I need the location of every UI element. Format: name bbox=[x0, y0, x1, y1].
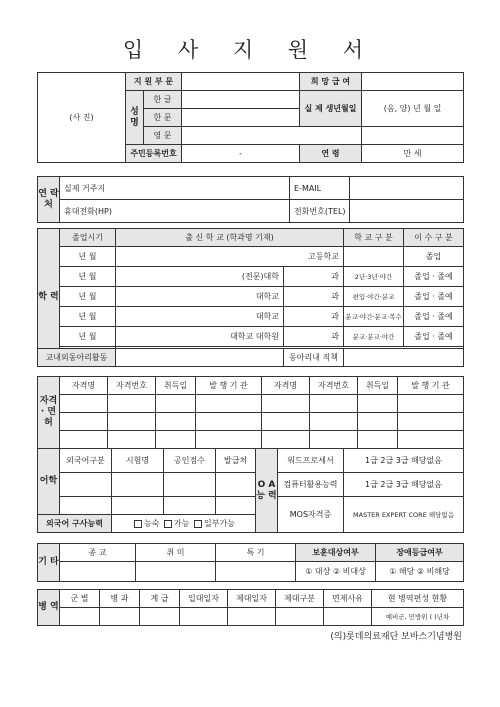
oa-side-label: O A 능 력 bbox=[256, 449, 278, 533]
oa-levels[interactable]: 1급 2급 3급 해당없음 bbox=[344, 449, 464, 473]
mil-cell[interactable] bbox=[276, 608, 324, 626]
phone-label: 전화번호(TEL) bbox=[290, 200, 350, 223]
speak-opt: 능숙 bbox=[144, 519, 160, 528]
etc-header: 취 미 bbox=[136, 544, 216, 562]
lang-cell[interactable] bbox=[164, 473, 216, 497]
etc-header: 장애등급여부 bbox=[376, 544, 464, 562]
cert-cell[interactable] bbox=[156, 413, 196, 431]
edu-date[interactable]: 년 월 bbox=[60, 267, 116, 287]
edu-status[interactable]: 졸업 · 졸예 bbox=[404, 307, 464, 327]
edu-dept[interactable]: 과 bbox=[284, 307, 344, 327]
edu-status[interactable]: 졸업 · 졸예 bbox=[404, 267, 464, 287]
mobile-field[interactable]: 휴대전화(HP) bbox=[60, 200, 290, 223]
edu-date[interactable]: 년 월 bbox=[60, 307, 116, 327]
applied-dept-label: 지 원 부 문 bbox=[126, 73, 182, 91]
military-table bbox=[37, 589, 464, 626]
etc-table bbox=[37, 543, 464, 582]
mil-cell[interactable] bbox=[140, 608, 180, 626]
mil-header: 면제사유 bbox=[324, 590, 372, 608]
disability-options[interactable]: ① 해당 ② 비해당 bbox=[376, 562, 464, 582]
edu-type[interactable] bbox=[344, 247, 404, 267]
cert-cell[interactable] bbox=[60, 431, 108, 449]
etc-side-label: 기 타 bbox=[38, 544, 60, 582]
lang-cell[interactable] bbox=[60, 473, 112, 497]
cert-table bbox=[37, 376, 464, 449]
blank-cell bbox=[362, 127, 464, 145]
edu-date[interactable]: 년 월 bbox=[60, 247, 116, 267]
resident-no-label: 주민등록번호 bbox=[126, 145, 182, 163]
lang-header: 외국어구분 bbox=[60, 449, 112, 473]
oa-levels[interactable]: 1급 2급 3급 해당없음 bbox=[344, 473, 464, 497]
club-table bbox=[37, 348, 464, 367]
birth-label: 실 제 생년월일 bbox=[300, 91, 362, 127]
oa-name: 컴퓨터활용능력 bbox=[278, 473, 344, 497]
cert-cell[interactable] bbox=[156, 395, 196, 413]
speaking-options[interactable] bbox=[112, 515, 256, 533]
name-hanja-field[interactable] bbox=[182, 109, 300, 127]
edu-header-status: 이 수 구 분 bbox=[404, 229, 464, 247]
language-table bbox=[37, 448, 464, 533]
edu-type[interactable]: 편입·야간·분교 bbox=[344, 287, 404, 307]
mil-cell[interactable] bbox=[180, 608, 228, 626]
cert-cell[interactable] bbox=[398, 395, 464, 413]
skill-field[interactable] bbox=[216, 562, 296, 582]
phone-field[interactable] bbox=[350, 200, 464, 223]
desired-salary-field[interactable] bbox=[362, 73, 464, 91]
mil-header: 군 별 bbox=[60, 590, 100, 608]
veteran-options[interactable]: ① 대상 ② 비대상 bbox=[296, 562, 376, 582]
checkbox-icon[interactable] bbox=[164, 520, 172, 528]
speak-opt: 가능 bbox=[174, 519, 190, 528]
name-kr-field[interactable] bbox=[182, 91, 300, 109]
cert-cell[interactable] bbox=[196, 413, 262, 431]
club-role-label: 동아리내 직책 bbox=[284, 349, 344, 367]
page-title: 입 사 지 원 서 bbox=[122, 38, 378, 62]
cert-cell[interactable] bbox=[196, 395, 262, 413]
cert-side-label: 자격 · 면허 bbox=[38, 377, 60, 449]
name-en-field[interactable] bbox=[182, 127, 362, 145]
edu-type[interactable]: 2년·3년·야간 bbox=[344, 267, 404, 287]
cert-cell[interactable] bbox=[60, 413, 108, 431]
lang-cell[interactable] bbox=[164, 497, 216, 515]
club-field[interactable] bbox=[116, 349, 284, 367]
lang-cell[interactable] bbox=[216, 473, 256, 497]
mil-header: 입대일자 bbox=[180, 590, 228, 608]
cert-cell[interactable] bbox=[358, 395, 398, 413]
edu-school[interactable]: 대학교 대학원 bbox=[116, 327, 284, 347]
lang-header: 공인점수 bbox=[164, 449, 216, 473]
cert-header: 취득일 bbox=[358, 377, 398, 395]
mil-header: 현 병역편성 현황 bbox=[372, 590, 464, 608]
religion-field[interactable] bbox=[60, 562, 136, 582]
mil-cell[interactable] bbox=[100, 608, 140, 626]
speak-opt: 일부가능 bbox=[204, 519, 235, 528]
cert-cell[interactable] bbox=[156, 431, 196, 449]
cert-cell[interactable] bbox=[60, 395, 108, 413]
checkbox-icon[interactable] bbox=[134, 520, 142, 528]
edu-type[interactable]: 분교·분교·야간 bbox=[344, 327, 404, 347]
oa-name: MOS자격증 bbox=[278, 497, 344, 533]
edu-header-school: 출 신 학 교 (학과명 기재) bbox=[116, 229, 344, 247]
cert-cell[interactable] bbox=[398, 413, 464, 431]
lang-side-label: 어학 bbox=[38, 449, 60, 515]
etc-header: 특 기 bbox=[216, 544, 296, 562]
hobby-field[interactable] bbox=[136, 562, 216, 582]
address-field[interactable]: 실제 거주지 bbox=[60, 177, 290, 200]
education-side-label: 학 력 bbox=[38, 229, 60, 367]
mil-cell[interactable] bbox=[324, 608, 372, 626]
applied-dept-field[interactable] bbox=[182, 73, 300, 91]
cert-cell[interactable] bbox=[358, 413, 398, 431]
cert-header: 자격명 bbox=[60, 377, 108, 395]
edu-header-date: 졸업시기 bbox=[60, 229, 116, 247]
cert-header: 발 행 기 관 bbox=[196, 377, 262, 395]
edu-school[interactable]: 고등학교 bbox=[116, 247, 344, 267]
cert-cell[interactable] bbox=[262, 413, 310, 431]
education-table bbox=[37, 228, 464, 367]
edu-school[interactable]: 대학교 bbox=[116, 287, 284, 307]
edu-status[interactable]: 졸업 · 졸예 bbox=[404, 287, 464, 307]
cert-cell[interactable] bbox=[262, 395, 310, 413]
mil-header: 병 과 bbox=[100, 590, 140, 608]
mil-header: 제대구분 bbox=[276, 590, 324, 608]
lang-cell[interactable] bbox=[216, 497, 256, 515]
edu-header-type: 학 교 구 분 bbox=[344, 229, 404, 247]
mil-cell[interactable] bbox=[228, 608, 276, 626]
lang-cell[interactable] bbox=[112, 497, 164, 515]
personal-info-table bbox=[37, 72, 464, 163]
name-hanja-label: 한 문 bbox=[144, 109, 182, 127]
oa-levels[interactable]: MASTER EXPERT CORE 해당없음 bbox=[344, 497, 464, 533]
contact-side-label: 연 락 처 bbox=[38, 177, 60, 223]
cert-header: 자격명 bbox=[262, 377, 310, 395]
edu-date[interactable]: 년 월 bbox=[60, 327, 116, 347]
email-field[interactable] bbox=[350, 177, 464, 200]
cert-cell[interactable] bbox=[108, 431, 156, 449]
age-field[interactable]: 만 세 bbox=[362, 145, 464, 163]
edu-dept[interactable]: 과 bbox=[284, 287, 344, 307]
lang-cell[interactable] bbox=[112, 473, 164, 497]
cert-cell[interactable] bbox=[108, 395, 156, 413]
edu-school[interactable]: (전문)대학 bbox=[116, 267, 284, 287]
edu-dept[interactable]: 과 bbox=[284, 267, 344, 287]
age-label: 연 령 bbox=[300, 145, 362, 163]
photo-box: (사 진) bbox=[38, 73, 126, 163]
name-en-label: 영 문 bbox=[144, 127, 182, 145]
edu-school[interactable]: 대학교 bbox=[116, 307, 284, 327]
cert-cell[interactable] bbox=[310, 413, 358, 431]
mil-header: 제대일자 bbox=[228, 590, 276, 608]
name-kr-label: 한 글 bbox=[144, 91, 182, 109]
cert-header: 발 행 기 관 bbox=[398, 377, 464, 395]
etc-header: 종 교 bbox=[60, 544, 136, 562]
email-label: E-MAIL bbox=[290, 177, 350, 200]
military-side-label: 병 역 bbox=[38, 590, 60, 626]
reserve-status[interactable]: 예비군, 민방위 ( )년차 bbox=[372, 608, 464, 626]
lang-header: 시험명 bbox=[112, 449, 164, 473]
mil-header: 계 급 bbox=[140, 590, 180, 608]
hospital-footer: (의)롯데의료재단 보바스기념병원 bbox=[330, 632, 462, 642]
lang-header: 발급처 bbox=[216, 449, 256, 473]
checkbox-icon[interactable] bbox=[194, 520, 202, 528]
cert-cell[interactable] bbox=[196, 431, 262, 449]
contact-table bbox=[37, 176, 464, 223]
edu-type[interactable]: 분교·야간·분교·복수 bbox=[344, 307, 404, 327]
cert-cell[interactable] bbox=[108, 413, 156, 431]
cert-header: 취득일 bbox=[156, 377, 196, 395]
edu-status[interactable]: 졸업 bbox=[404, 247, 464, 267]
cert-cell[interactable] bbox=[262, 431, 310, 449]
edu-dept[interactable]: 과 bbox=[284, 327, 344, 347]
cert-cell[interactable] bbox=[358, 431, 398, 449]
cert-header: 자격번호 bbox=[108, 377, 156, 395]
edu-date[interactable]: 년 월 bbox=[60, 287, 116, 307]
etc-header: 보훈대상여부 bbox=[296, 544, 376, 562]
club-label: 교내외동아리활동 bbox=[38, 349, 116, 367]
birth-field[interactable]: (음, 양) 년 월 일 bbox=[362, 91, 464, 127]
mil-cell[interactable] bbox=[60, 608, 100, 626]
lang-cell[interactable] bbox=[60, 497, 112, 515]
oa-name: 워드프로세서 bbox=[278, 449, 344, 473]
cert-cell[interactable] bbox=[310, 431, 358, 449]
desired-salary-label: 희 망 급 여 bbox=[300, 73, 362, 91]
edu-status[interactable]: 졸업 · 졸예 bbox=[404, 327, 464, 347]
speaking-label: 외국어 구사능력 bbox=[38, 515, 112, 533]
cert-cell[interactable] bbox=[398, 431, 464, 449]
resident-no-field[interactable]: - bbox=[182, 145, 300, 163]
cert-cell[interactable] bbox=[310, 395, 358, 413]
club-role-field[interactable] bbox=[344, 349, 464, 367]
name-label: 성 명 bbox=[126, 91, 144, 145]
cert-header: 자격번호 bbox=[310, 377, 358, 395]
